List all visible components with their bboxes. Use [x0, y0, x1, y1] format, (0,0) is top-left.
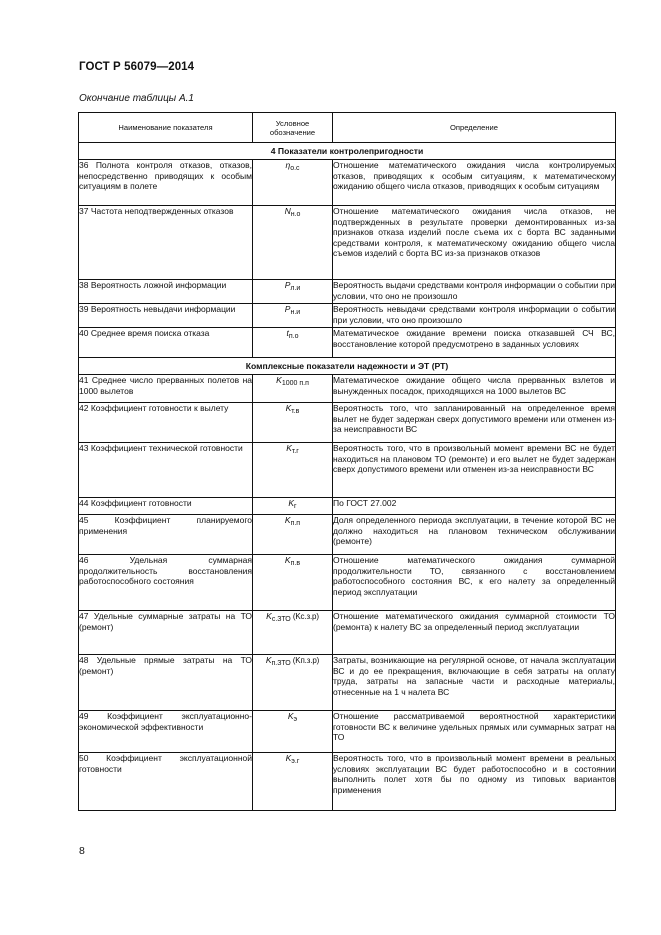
- column-header-definition: Определение: [333, 113, 616, 143]
- table-row: [79, 304, 616, 328]
- indicator-symbol: [253, 498, 333, 515]
- symbol-main: K: [284, 555, 291, 565]
- table-row: [79, 555, 616, 611]
- symbol-main: N: [284, 206, 291, 216]
- table-caption: Окончание таблицы А.1: [79, 93, 194, 104]
- indicator-name: 39 Вероятность невыдачи информации: [79, 304, 253, 328]
- symbol-subscript: н.о: [290, 211, 301, 218]
- indicator-symbol: [253, 375, 333, 403]
- indicator-symbol: [253, 280, 333, 304]
- symbol-main: P: [284, 280, 291, 290]
- symbol-alternate: (Kс.з.р): [290, 612, 319, 621]
- section-row: [79, 358, 616, 375]
- indicator-definition: Отношение математического ожидания суммарной продолжительности ТО, связанного с восстановлением работоспособного состояния ВС, к его налету за определенный период эксплуатации: [333, 555, 616, 611]
- page-number: 8: [79, 845, 85, 857]
- indicator-definition: Отношение рассматриваемой вероятностной характеристики готовности ВС к величине удельных прямых или суммарных затрат на ТО: [333, 711, 616, 753]
- table-row: [79, 711, 616, 753]
- symbol-subscript: п.п: [290, 520, 301, 527]
- table-row: [79, 280, 616, 304]
- symbol-subscript: 1000 п.п: [281, 380, 309, 387]
- indicator-name: 48 Удельные прямые затраты на ТО (ремонт): [79, 655, 253, 711]
- indicator-name: 37 Частота неподтвержденных отказов: [79, 206, 253, 280]
- indicators-table: [78, 112, 616, 811]
- table-body-group-1: [79, 160, 616, 358]
- table-row: [79, 753, 616, 811]
- table-row: [79, 443, 616, 498]
- indicator-name: 50 Коэффициент эксплуатационной готовности: [79, 753, 253, 811]
- symbol-subscript: э: [293, 716, 298, 723]
- indicator-name: 46 Удельная суммарная продолжительность восстановления работоспособного состояния: [79, 555, 253, 611]
- indicator-symbol: [253, 655, 333, 711]
- column-header-name: Наименование показателя: [79, 113, 253, 143]
- table-header-row: [79, 113, 616, 143]
- table-row: [79, 403, 616, 443]
- section-title: 4 Показатели контролепригодности: [79, 143, 616, 160]
- indicator-name: 45 Коэффициент планируемого применения: [79, 515, 253, 555]
- indicator-symbol: [253, 304, 333, 328]
- indicator-definition: Математическое ожидание времени поиска отказавшей СЧ ВС, восстановление которой предусмотрено в заданных условиях: [333, 328, 616, 358]
- indicator-symbol: [253, 443, 333, 498]
- indicator-definition: Отношение математического ожидания суммарной стоимости ТО (ремонта) к налету ВС за определенный период эксплуатации: [333, 611, 616, 655]
- symbol-main: K: [288, 498, 295, 508]
- section-row: [79, 143, 616, 160]
- table-row: [79, 611, 616, 655]
- indicator-symbol: [253, 555, 333, 611]
- indicator-name: 42 Коэффициент готовности к вылету: [79, 403, 253, 443]
- symbol-alternate: (Kп.з.р): [290, 656, 320, 665]
- document-title: ГОСТ Р 56079—2014: [79, 61, 195, 73]
- symbol-main: η: [285, 160, 291, 170]
- indicator-name: 47 Удельные суммарные затраты на ТО (ремонт): [79, 611, 253, 655]
- table-row: [79, 160, 616, 206]
- table-row: [79, 498, 616, 515]
- symbol-main: K: [285, 403, 292, 413]
- section-title: Комплексные показатели надежности и ЭТ (РТ): [79, 358, 616, 375]
- symbol-subscript: с.ЗТО: [271, 616, 291, 623]
- symbol-main: P: [284, 304, 291, 314]
- table-row: [79, 515, 616, 555]
- indicator-definition: Вероятность того, что в произвольный момент времени в реальных условиях эксплуатации ВС будет работоспособно и в состоянии выполнить полет хотя бы по одному из типовых вариантов применения: [333, 753, 616, 811]
- indicator-name: 41 Среднее число прерванных полетов на 1000 вылетов: [79, 375, 253, 403]
- symbol-subscript: т.в: [291, 408, 300, 415]
- indicator-definition: Вероятность того, что в произвольный момент времени ВС не будет находиться на плановом ТО (ремонте) и его вылет не будет задержан сверх допустимого времени или отменен из-за неисправности ВС: [333, 443, 616, 498]
- symbol-subscript: о.с: [290, 165, 300, 172]
- indicator-symbol: [253, 515, 333, 555]
- symbol-main: K: [276, 375, 282, 385]
- indicator-symbol: [253, 403, 333, 443]
- indicator-symbol: [253, 711, 333, 753]
- indicator-definition: Математическое ожидание общего числа прерванных взлетов и вынужденных посадок, приходящихся на 1000 вылетов ВС: [333, 375, 616, 403]
- table-row: [79, 375, 616, 403]
- symbol-subscript: п.в: [290, 560, 301, 567]
- indicator-symbol: [253, 160, 333, 206]
- symbol-subscript: п.ЗТО: [271, 660, 291, 667]
- indicator-definition: Отношение математического ожидания числа контролируемых отказов, приводящих к особым ситуациям, к математическому ожиданию общего числа отказов, приводящих к особым ситуациям: [333, 160, 616, 206]
- table-row: [79, 206, 616, 280]
- indicator-definition: Затраты, возникающие на регулярной основе, от начала эксплуатации ВС и до ее прекращения, включающие в себя затраты на оплату труда, затраты на запасные части и расходные материалы, отнесенные на 1 ч налета ВС: [333, 655, 616, 711]
- indicator-name: 40 Среднее время поиска отказа: [79, 328, 253, 358]
- indicator-name: 43 Коэффициент технической готовности: [79, 443, 253, 498]
- symbol-subscript: т.г: [291, 448, 299, 455]
- symbol-main: t: [286, 328, 289, 338]
- symbol-main: K: [266, 611, 272, 621]
- indicator-symbol: [253, 328, 333, 358]
- symbol-main: K: [285, 753, 292, 763]
- symbol-subscript: н.и: [290, 309, 301, 316]
- indicator-name: 44 Коэффициент готовности: [79, 498, 253, 515]
- symbol-subscript: л.и: [290, 285, 301, 292]
- table-body-group-2: [79, 375, 616, 811]
- indicator-definition: Доля определенного периода эксплуатации, в течение которой ВС не должно находиться на плановом техническом обслуживании (ремонте): [333, 515, 616, 555]
- indicator-definition: Вероятность выдачи средствами контроля информации о событии при условии, что оно не произошло: [333, 280, 616, 304]
- symbol-main: K: [265, 655, 272, 665]
- column-header-symbol: Условное обозначение: [253, 113, 333, 143]
- indicator-definition: Отношение математического ожидания числа отказов, не подтвержденных в результате проверки демонтированных из-за признаков отказа изделий после съема их с борта ВС заданными средствами контроля, к математическому ожиданию общего числа съемов изделий с борта ВС из-за признаков отказов: [333, 206, 616, 280]
- symbol-main: K: [284, 515, 291, 525]
- symbol-main: K: [287, 711, 294, 721]
- table-row: [79, 328, 616, 358]
- indicator-definition: Вероятность того, что запланированный на определенное время вылет не будет задержан сверх допустимого времени или отменен из-за неисправности ВС: [333, 403, 616, 443]
- symbol-subscript: п.о: [288, 333, 299, 340]
- symbol-subscript: г: [294, 503, 297, 510]
- indicator-name: 36 Полнота контроля отказов, отказов, непосредственно приводящих к особым ситуациям в полете: [79, 160, 253, 206]
- indicator-name: 49 Коэффициент эксплуатационно-экономической эффективности: [79, 711, 253, 753]
- indicator-symbol: [253, 206, 333, 280]
- indicator-definition: По ГОСТ 27.002: [333, 498, 616, 515]
- symbol-subscript: э.г: [291, 758, 300, 765]
- indicator-name: 38 Вероятность ложной информации: [79, 280, 253, 304]
- indicator-definition: Вероятность невыдачи средствами контроля информации о событии при условии, что оно произошло: [333, 304, 616, 328]
- indicator-symbol: [253, 611, 333, 655]
- indicator-symbol: [253, 753, 333, 811]
- symbol-main: K: [286, 443, 292, 453]
- table-row: [79, 655, 616, 711]
